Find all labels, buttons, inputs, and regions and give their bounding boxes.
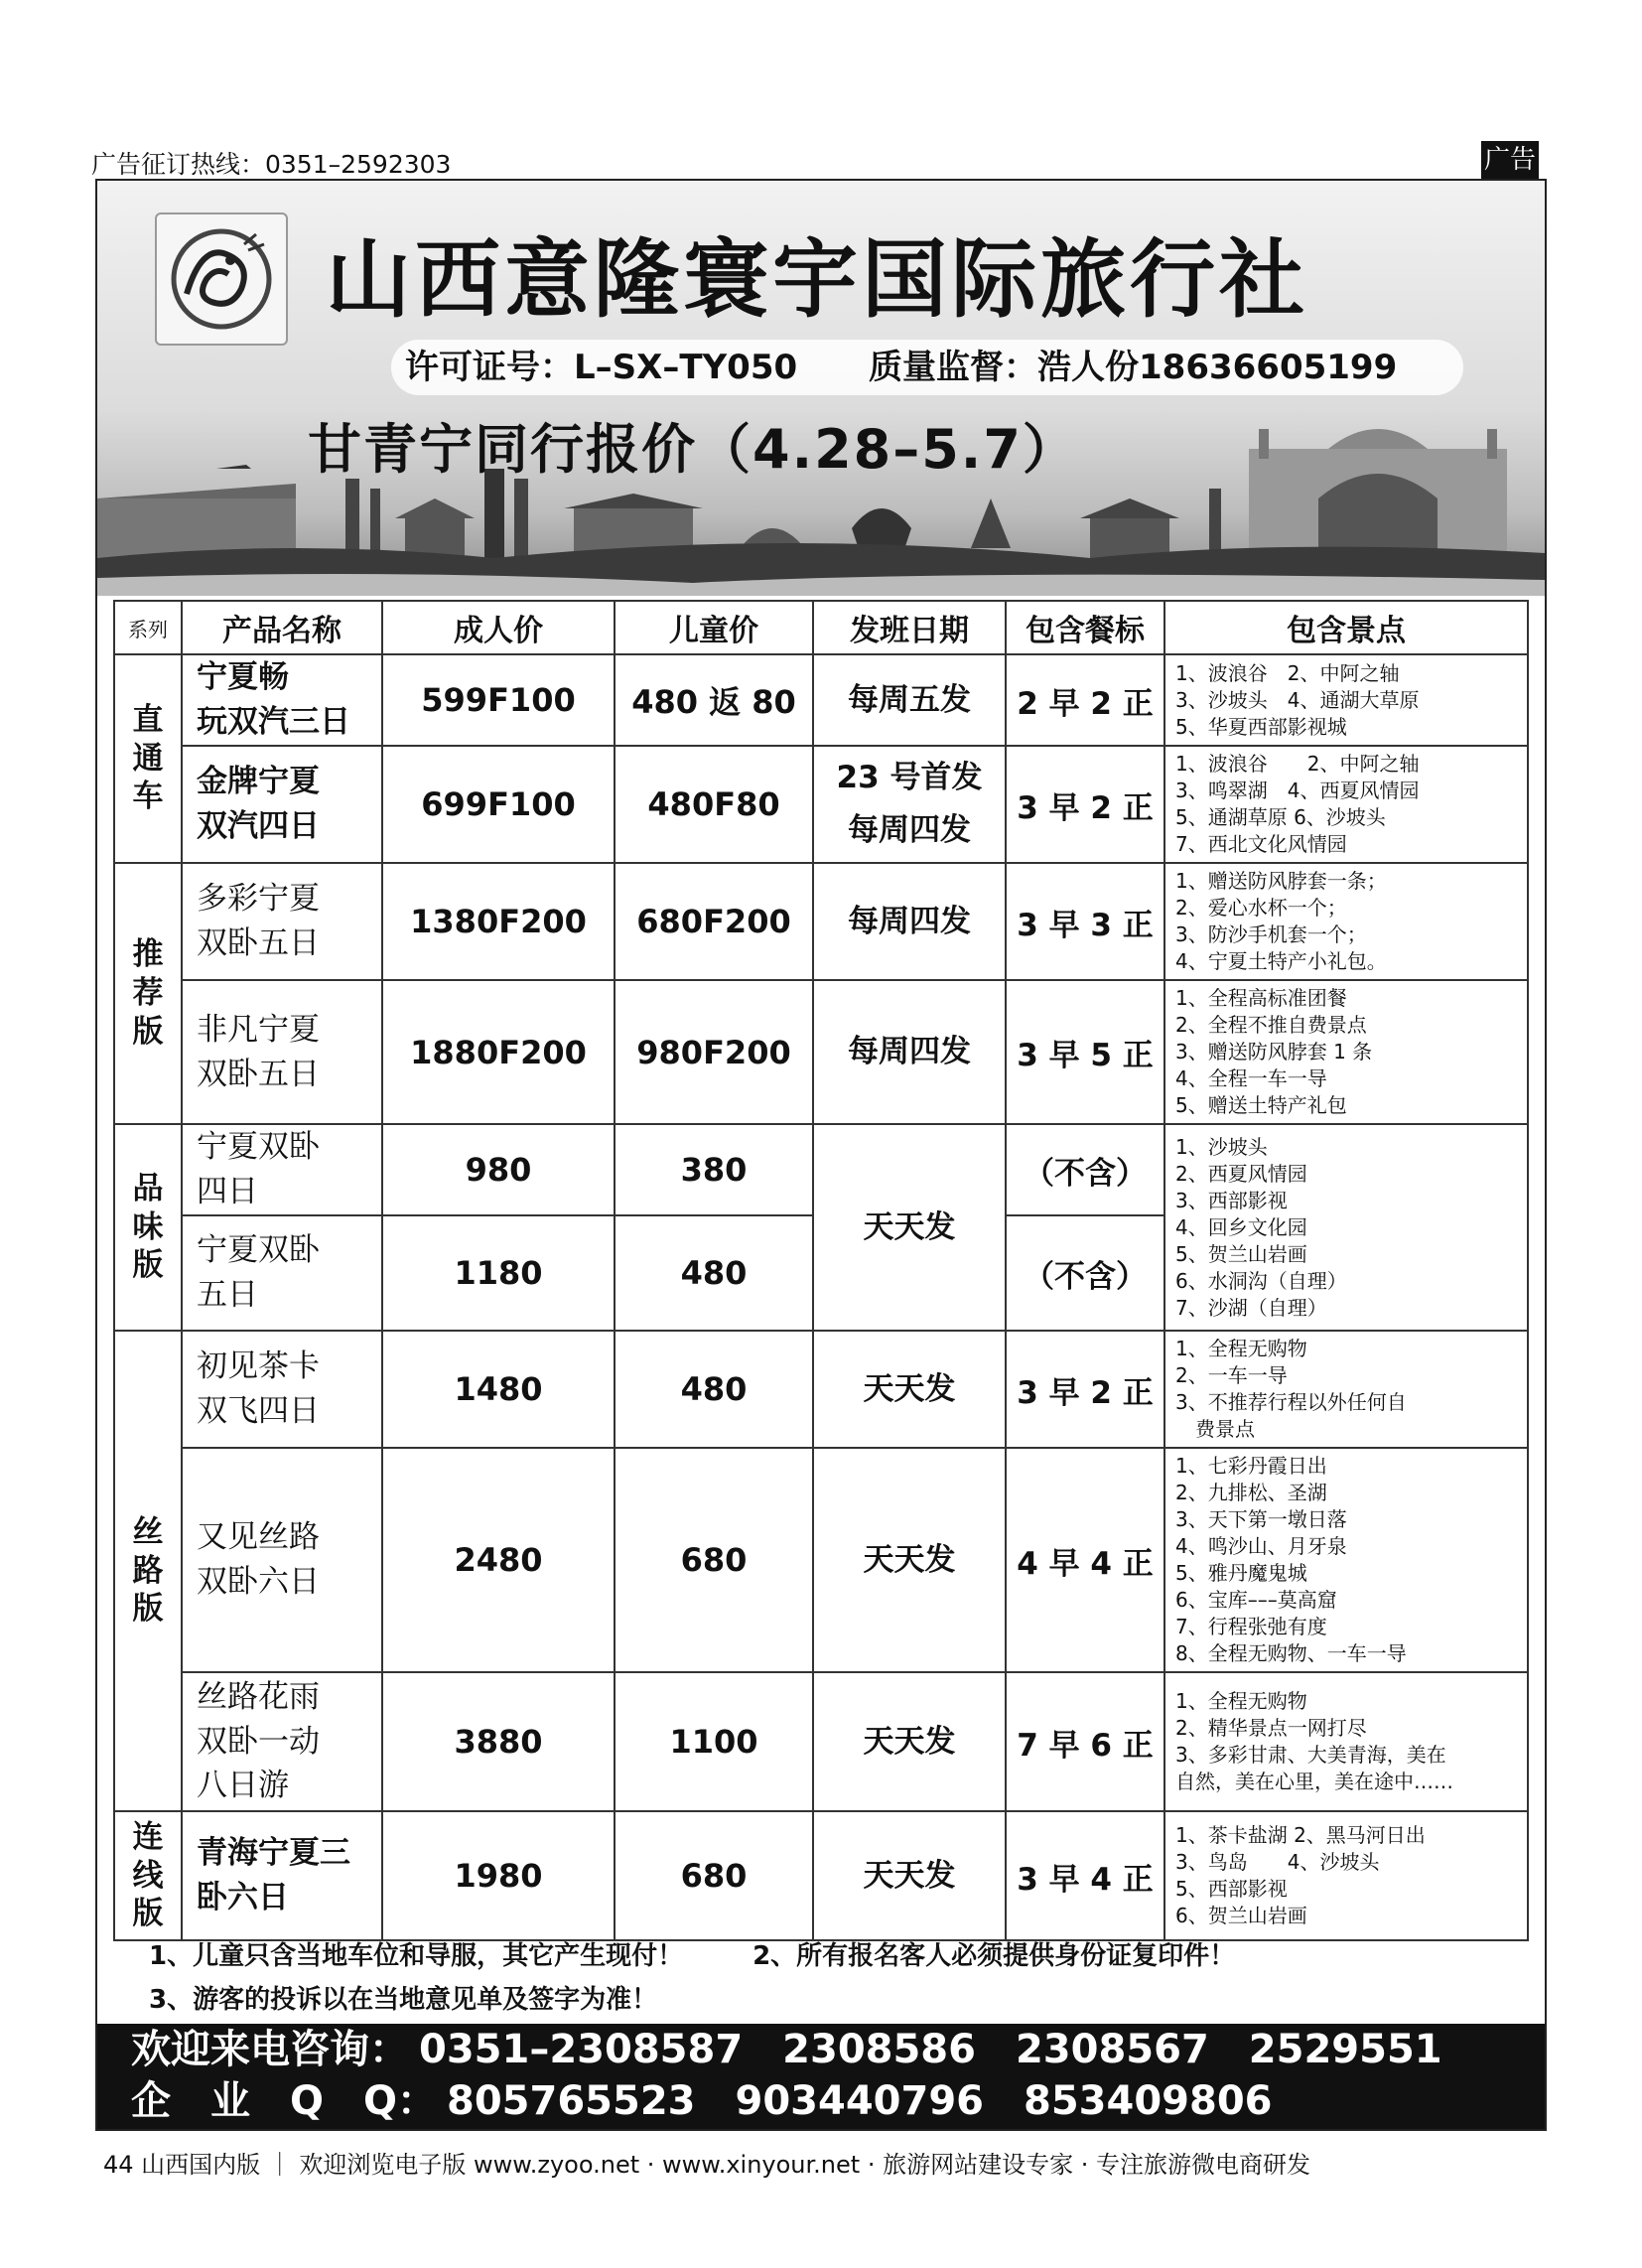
adult-price: 980 — [382, 1124, 615, 1215]
meal-plan: （不含） — [1006, 1215, 1164, 1331]
spots-list: 1、全程高标准团餐 2、全程不推自费景点 3、赠送防风脖套 1 条 4、全程一车一导 5、赠送土特产礼包 — [1164, 980, 1528, 1124]
col-header-departure: 发班日期 — [813, 601, 1006, 654]
child-price: 480 — [615, 1215, 813, 1331]
spots-list: 1、波浪谷 2、中阿之轴 3、沙坡头 4、通湖大草原 5、华夏西部影视城 — [1164, 654, 1528, 746]
table-row — [114, 1331, 1528, 1448]
phone-numbers: 0351–2308587 2308586 2308567 2529551 — [419, 2027, 1442, 2072]
meal-plan: 3 早 2 正 — [1006, 1331, 1164, 1448]
license-bar — [391, 340, 1463, 395]
table-row — [114, 654, 1528, 746]
product-name: 非凡宁夏 双卧五日 — [182, 980, 382, 1124]
col-header-meals: 包含餐标 — [1006, 601, 1164, 654]
adult-price: 3880 — [382, 1672, 615, 1811]
departure-date: 23 号首发 每周四发 — [813, 746, 1006, 863]
phone-label: 欢迎来电咨询： — [131, 2027, 409, 2072]
ad-hotline: 广告征订热线：0351–2592303 — [91, 150, 452, 179]
note-3: 3、游客的投诉以在当地意见单及签字为准！ — [149, 1985, 658, 2015]
dragon-logo-icon — [155, 213, 288, 346]
series-cell: 推荐版 — [114, 863, 182, 1124]
notes — [149, 1934, 1235, 2022]
page-footer: 44 山西国内版 ｜ 欢迎浏览电子版 www.zyoo.net · www.xinyour.net · 旅游网站建设专家 · 专注旅游微电商研发 — [103, 2151, 1310, 2179]
departure-date: 天天发 — [813, 1672, 1006, 1811]
spots-list: 1、赠送防风脖套一条； 2、爱心水杯一个； 3、防沙手机套一个； 4、宁夏土特产小礼包。 — [1164, 863, 1528, 980]
product-name: 初见茶卡 双飞四日 — [182, 1331, 382, 1448]
spots-list: 1、全程无购物 2、一车一导 3、不推荐行程以外任何自 费景点 — [1164, 1331, 1528, 1448]
series-cell: 丝路版 — [114, 1331, 182, 1811]
qq-numbers: 805765523 903440796 853409806 — [447, 2078, 1273, 2124]
child-price: 980F200 — [615, 980, 813, 1124]
col-header-child-price: 儿童价 — [615, 601, 813, 654]
table-header-row — [114, 601, 1528, 654]
adult-price: 2480 — [382, 1448, 615, 1672]
banner — [97, 181, 1545, 596]
table-row — [114, 980, 1528, 1124]
product-name: 金牌宁夏 双汽四日 — [182, 746, 382, 863]
child-price: 680 — [615, 1811, 813, 1940]
child-price: 480 — [615, 1331, 813, 1448]
adult-price: 1180 — [382, 1215, 615, 1331]
meal-plan: 3 早 4 正 — [1006, 1811, 1164, 1940]
col-header-product: 产品名称 — [182, 601, 382, 654]
spots-list: 1、沙坡头 2、西夏风情园 3、西部影视 4、回乡文化园 5、贺兰山岩画 6、水洞沟（自理） 7、沙湖（自理） — [1164, 1124, 1528, 1331]
col-header-adult-price: 成人价 — [382, 601, 615, 654]
product-name: 又见丝路 双卧六日 — [182, 1448, 382, 1672]
product-name: 宁夏双卧 五日 — [182, 1215, 382, 1331]
product-name: 丝路花雨 双卧一动 八日游 — [182, 1672, 382, 1811]
departure-date: 天天发 — [813, 1811, 1006, 1940]
child-price: 480F80 — [615, 746, 813, 863]
spots-list: 1、全程无购物 2、精华景点一网打尽 3、多彩甘肃、大美青海，美在 自然，美在心里，美在途中…… — [1164, 1672, 1528, 1811]
meal-plan: 2 早 2 正 — [1006, 654, 1164, 746]
adult-price: 599F100 — [382, 654, 615, 746]
child-price: 480 返 80 — [615, 654, 813, 746]
table-row — [114, 746, 1528, 863]
spots-list: 1、七彩丹霞日出 2、九排松、圣湖 3、天下第一墩日落 4、鸣沙山、月牙泉 5、雅丹魔鬼城 6、宝库–––莫高窟 7、行程张弛有度 8、全程无购物、一车一导 — [1164, 1448, 1528, 1672]
table-row — [114, 863, 1528, 980]
meal-plan: 3 早 5 正 — [1006, 980, 1164, 1124]
departure-date: 天天发 — [813, 1124, 1006, 1331]
departure-date: 每周四发 — [813, 863, 1006, 980]
meal-plan: 7 早 6 正 — [1006, 1672, 1164, 1811]
child-price: 380 — [615, 1124, 813, 1215]
spots-list: 1、茶卡盐湖 2、黑马河日出 3、鸟岛 4、沙坡头 5、西部影视 6、贺兰山岩画 — [1164, 1811, 1528, 1940]
quality-supervision: 质量监督：浩人份18636605199 — [869, 348, 1398, 387]
quote-title: 甘青宁同行报价（4.28–5.7） — [308, 418, 1078, 481]
meal-plan: 3 早 2 正 — [1006, 746, 1164, 863]
child-price: 680F200 — [615, 863, 813, 980]
note-1: 1、儿童只含当地车位和导服，其它产生现付！ — [149, 1941, 684, 1971]
child-price: 680 — [615, 1448, 813, 1672]
ad-tag: 广告 — [1481, 141, 1539, 179]
table-row — [114, 1811, 1528, 1940]
adult-price: 1380F200 — [382, 863, 615, 980]
series-cell: 品味版 — [114, 1124, 182, 1331]
series-cell: 连线版 — [114, 1811, 182, 1940]
spots-list: 1、波浪谷 2、中阿之轴 3、鸣翠湖 4、西夏风情园 5、通湖草原 6、沙坡头 7、西北文化风情园 — [1164, 746, 1528, 863]
col-header-series: 系列 — [114, 601, 182, 654]
contact-bar — [97, 2024, 1545, 2129]
table-row — [114, 1672, 1528, 1811]
departure-date: 天天发 — [813, 1448, 1006, 1672]
note-2: 2、所有报名客人必须提供身份证复印件！ — [753, 1941, 1236, 1971]
meal-plan: 4 早 4 正 — [1006, 1448, 1164, 1672]
child-price: 1100 — [615, 1672, 813, 1811]
adult-price: 1980 — [382, 1811, 615, 1940]
table-row — [114, 1124, 1528, 1215]
qq-label: 企 业 Q Q： — [131, 2078, 438, 2124]
meal-plan: （不含） — [1006, 1124, 1164, 1215]
table-row — [114, 1448, 1528, 1672]
col-header-spots: 包含景点 — [1164, 601, 1528, 654]
license-number: 许可证号：L–SX–TY050 — [405, 348, 798, 387]
product-name: 多彩宁夏 双卧五日 — [182, 863, 382, 980]
meal-plan: 3 早 3 正 — [1006, 863, 1164, 980]
departure-date: 天天发 — [813, 1331, 1006, 1448]
adult-price: 699F100 — [382, 746, 615, 863]
departure-date: 每周四发 — [813, 980, 1006, 1124]
product-name: 宁夏畅 玩双汽三日 — [182, 654, 382, 746]
adult-price: 1480 — [382, 1331, 615, 1448]
departure-date: 每周五发 — [813, 654, 1006, 746]
adult-price: 1880F200 — [382, 980, 615, 1124]
company-name: 山西意隆寰宇国际旅行社 — [326, 229, 1308, 330]
product-name: 宁夏双卧 四日 — [182, 1124, 382, 1215]
product-name: 青海宁夏三 卧六日 — [182, 1811, 382, 1940]
price-table — [113, 600, 1529, 1941]
series-cell: 直通车 — [114, 654, 182, 863]
